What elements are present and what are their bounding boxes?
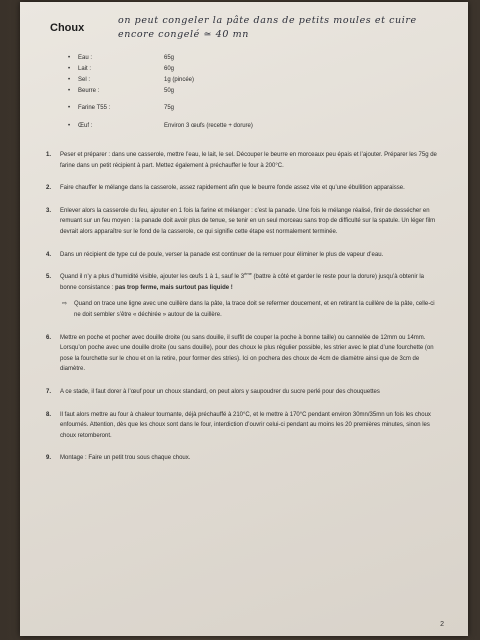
step-number: 4. (46, 251, 52, 258)
step-item (46, 206, 441, 238)
step-item (46, 272, 441, 320)
superscript-text: ème (244, 271, 252, 277)
ingredient-quantity: 1g (pincée) (164, 77, 195, 83)
step-text: Peser et préparer : dans une casserole, mettre l’eau, le lait, le sel. Découper le beurre en morceaux peu épais et l’ajouter. Préparer les 75g de farine dans un petit récipient à part. Mettez également à préchauffer le four à 200°C. (60, 152, 437, 169)
step-number: 2. (46, 185, 52, 192)
sub-note (60, 299, 441, 320)
ingredient-quantity: 60g (164, 66, 175, 72)
step-number: 3. (46, 207, 52, 214)
ingredient-name: Beurre : (78, 88, 100, 94)
page-number: 2 (440, 621, 444, 628)
step-item (46, 333, 441, 375)
step-item (46, 183, 441, 194)
step-number: 5. (46, 274, 52, 281)
step-item (46, 410, 441, 442)
ingredient-name: Lait : (78, 66, 92, 72)
step-item (46, 387, 441, 398)
step-item (46, 150, 441, 171)
bullet-icon: • (68, 123, 71, 129)
ingredient-quantity: 65g (164, 55, 175, 61)
sub-note-text: Quand on trace une ligne avec une cuillère dans la pâte, la trace doit se refermer doucement, et en retirant la cuillère de la pâte, celle-ci ne doit sembler s’être « déchirée » autour de la cuillère. (74, 301, 435, 318)
ingredient-quantity: Environ 3 œufs (recette + dorure) (164, 123, 253, 129)
step-text: Montage : Faire un petit trou sous chaque choux. (60, 455, 191, 462)
step-number: 1. (46, 152, 52, 158)
bullet-icon: • (68, 77, 71, 83)
ingredient-name: Sel : (78, 77, 91, 83)
bullet-icon: • (68, 55, 71, 61)
step-text-part: (battre à côté et garder le reste pour la dorure) jusqu’à obtenir la bonne consistance : (60, 274, 424, 291)
recipe-sheet (20, 2, 468, 636)
step-text: Mettre en poche et pocher avec douille droite (ou sans douille, il suffit de couper la poche à bonne taille) ou cannelée de 12mm ou 14mm. Lorsqu’on poche avec une douille droite (ou sans douille), pour des choux le plus régulier possible, les strier avec le plat d’une fourchette (on pose la fourchette sur le chou et on la retire, pour former des stries). Ici on pochera des choux de 4cm de diamètre ainsi que de 3cm de diamètre. (60, 334, 434, 373)
ingredient-name: Eau : (78, 55, 93, 61)
step-number: 9. (46, 455, 52, 462)
ingredient-name: Œuf : (78, 123, 93, 129)
step-text-part: Quand il n’y a plus d’humidité visible, ajouter les œufs 1 à 1, sauf le 3 (60, 274, 245, 281)
step-number: 6. (46, 334, 52, 341)
bullet-icon: • (68, 66, 71, 72)
step-text: Faire chauffer le mélange dans la casserole, assez rapidement afin que le beurre fonde assez vite et qu’une ébullition apparaisse. (60, 185, 405, 192)
bullet-icon: • (68, 105, 71, 111)
step-list (46, 150, 441, 476)
emphasis-text: pas trop ferme, mais surtout pas liquide ! (115, 284, 233, 291)
step-text (60, 272, 441, 293)
step-text: A ce stade, il faut dorer à l’œuf pour un choux standard, on peut alors y saupoudrer du sucre perlé pour des chouquettes (60, 388, 380, 395)
bullet-icon: • (68, 88, 71, 94)
recipe-title: Choux (50, 22, 85, 34)
arrow-right-icon: ⇨ (62, 301, 68, 308)
ingredient-quantity: 50g (164, 88, 175, 94)
ingredient-quantity: 75g (164, 105, 175, 111)
step-text: Enlever alors la casserole du feu, ajouter en 1 fois la farine et mélanger : c’est la panade. Une fois le mélange réalisé, finir de dessécher en remuant sur un feu moyen : la panade doit avoir plus de tenue, se tenir en un seul morceau sans trop de difficulté sur la spatule. Un léger film devrait alors apparaître sur le fond de la casserole, ce qui signifie cette étape est normalement terminée. (60, 207, 436, 235)
step-text: Dans un récipient de type cul de poule, verser la panade est continuer de la remuer pour éliminer le plus de vapeur d’eau. (60, 251, 384, 258)
handwritten-note: on peut congeler la pâte dans de petits moules et cuire encore congelé ≃ 40 mn (118, 15, 417, 40)
step-text: Il faut alors mettre au four à chaleur tournante, déjà préchauffé à 210°C, et le mettre à 170°C pendant environ 30mn/35mn un fois les choux enfournés. Attention, dès que les choux sont dans le four, interdiction d’ouvrir celui-ci pendant au moins les 20 premières minutes, sinon les choux retomberont. (60, 411, 431, 439)
step-item (46, 250, 441, 261)
step-number: 7. (46, 388, 52, 395)
step-item (46, 453, 441, 464)
ingredient-name: Farine T55 : (78, 105, 111, 111)
step-number: 8. (46, 411, 52, 418)
